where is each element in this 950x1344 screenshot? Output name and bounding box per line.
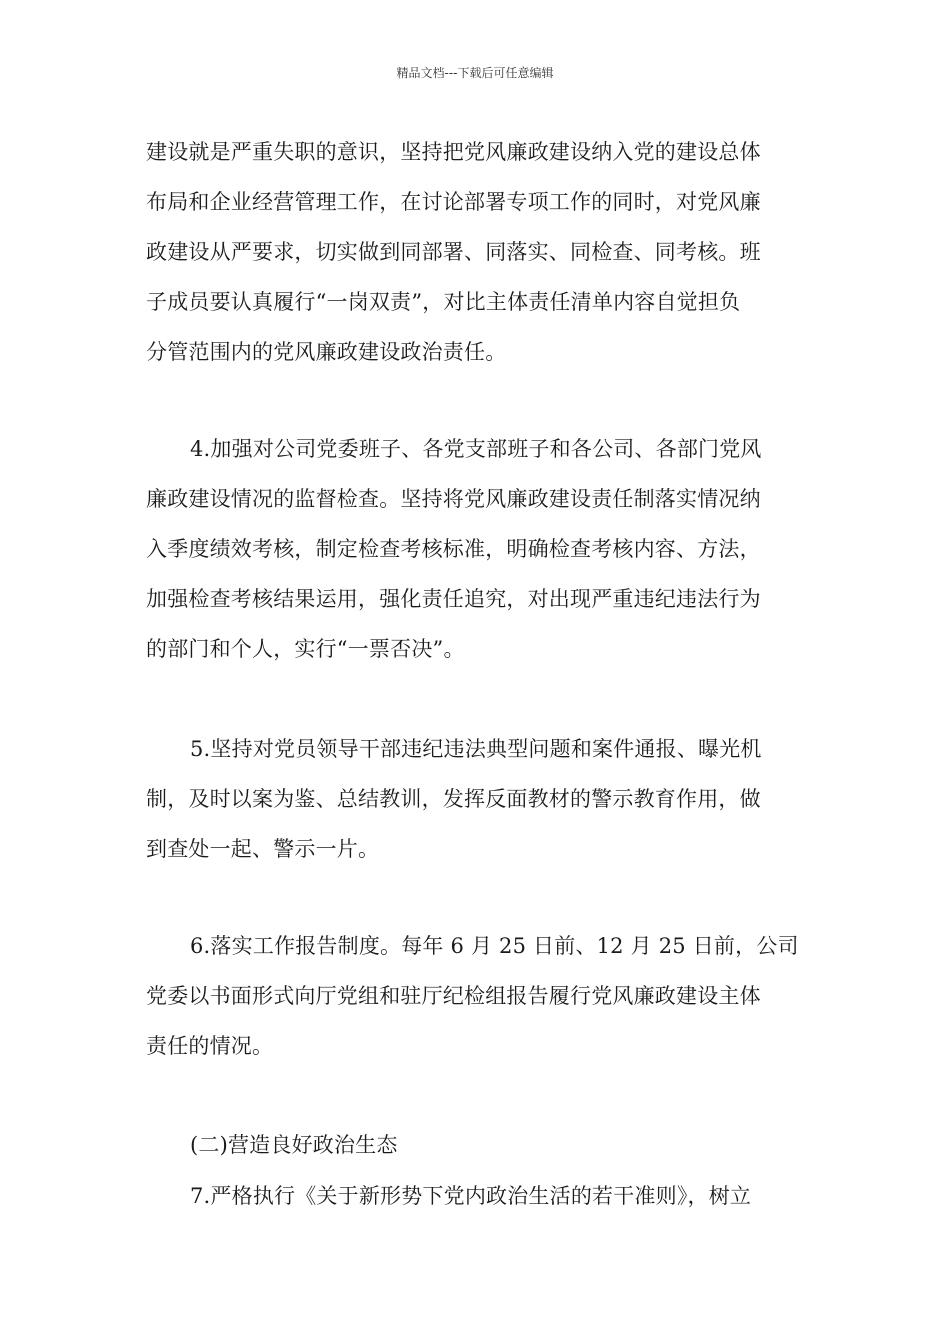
paragraph-item-7 — [146, 1171, 810, 1221]
text-line: 制，及时以案为鉴、总结教训，发挥反面教材的警示教育作用，做 — [146, 787, 761, 811]
text-line: 7.严格执行《关于新形势下党内政治生活的若干准则》，树立 — [190, 1184, 752, 1208]
text-line: 5.坚持对党员领导干部违纪违法典型问题和案件通报、曝光机 — [190, 737, 762, 761]
paragraph-continuation — [146, 127, 810, 377]
text-line: 布局和企业经营管理工作，在讨论部署专项工作的同时，对党风廉 — [146, 190, 761, 214]
paragraph-item-5 — [146, 724, 810, 874]
text-line: 入季度绩效考核，制定检查考核标准，明确检查考核内容、方法， — [146, 537, 761, 561]
text-line: 的部门和个人，实行“一票否决”。 — [146, 637, 465, 661]
paragraph-item-6 — [146, 921, 810, 1071]
text-line: 政建设从严要求，切实做到同部署、同落实、同检查、同考核。班 — [146, 240, 761, 264]
text-line: 党委以书面形式向厅党组和驻厅纪检组报告履行党风廉政建设主体 — [146, 984, 761, 1008]
text-line: 分管范围内的党风廉政建设政治责任。 — [146, 340, 507, 364]
text-line: (二)营造良好政治生态 — [190, 1133, 398, 1157]
section-heading — [146, 1120, 810, 1170]
text-line: 廉政建设情况的监督检查。坚持将党风廉政建设责任制落实情况纳 — [146, 487, 761, 511]
text-line: 加强检查考核结果运用，强化责任追究，对出现严重违纪违法行为 — [146, 587, 761, 611]
text-line: 子成员要认真履行“一岗双责”，对比主体责任清单内容自觉担负 — [146, 290, 741, 314]
text-line: 责任的情况。 — [146, 1034, 274, 1058]
text-line: 建设就是严重失职的意识，坚持把党风廉政建设纳入党的建设总体 — [146, 140, 761, 164]
text-line: 到查处一起、警示一片。 — [146, 837, 380, 861]
text-line: 6.落实工作报告制度。每年 6 月 25 日前、12 月 25 日前，公司 — [190, 934, 799, 958]
paragraph-item-4 — [146, 424, 810, 674]
page-header: 精品文档---下载后可任意编辑 — [396, 66, 554, 80]
text-line: 4.加强对公司党委班子、各党支部班子和各公司、各部门党风 — [190, 437, 762, 461]
